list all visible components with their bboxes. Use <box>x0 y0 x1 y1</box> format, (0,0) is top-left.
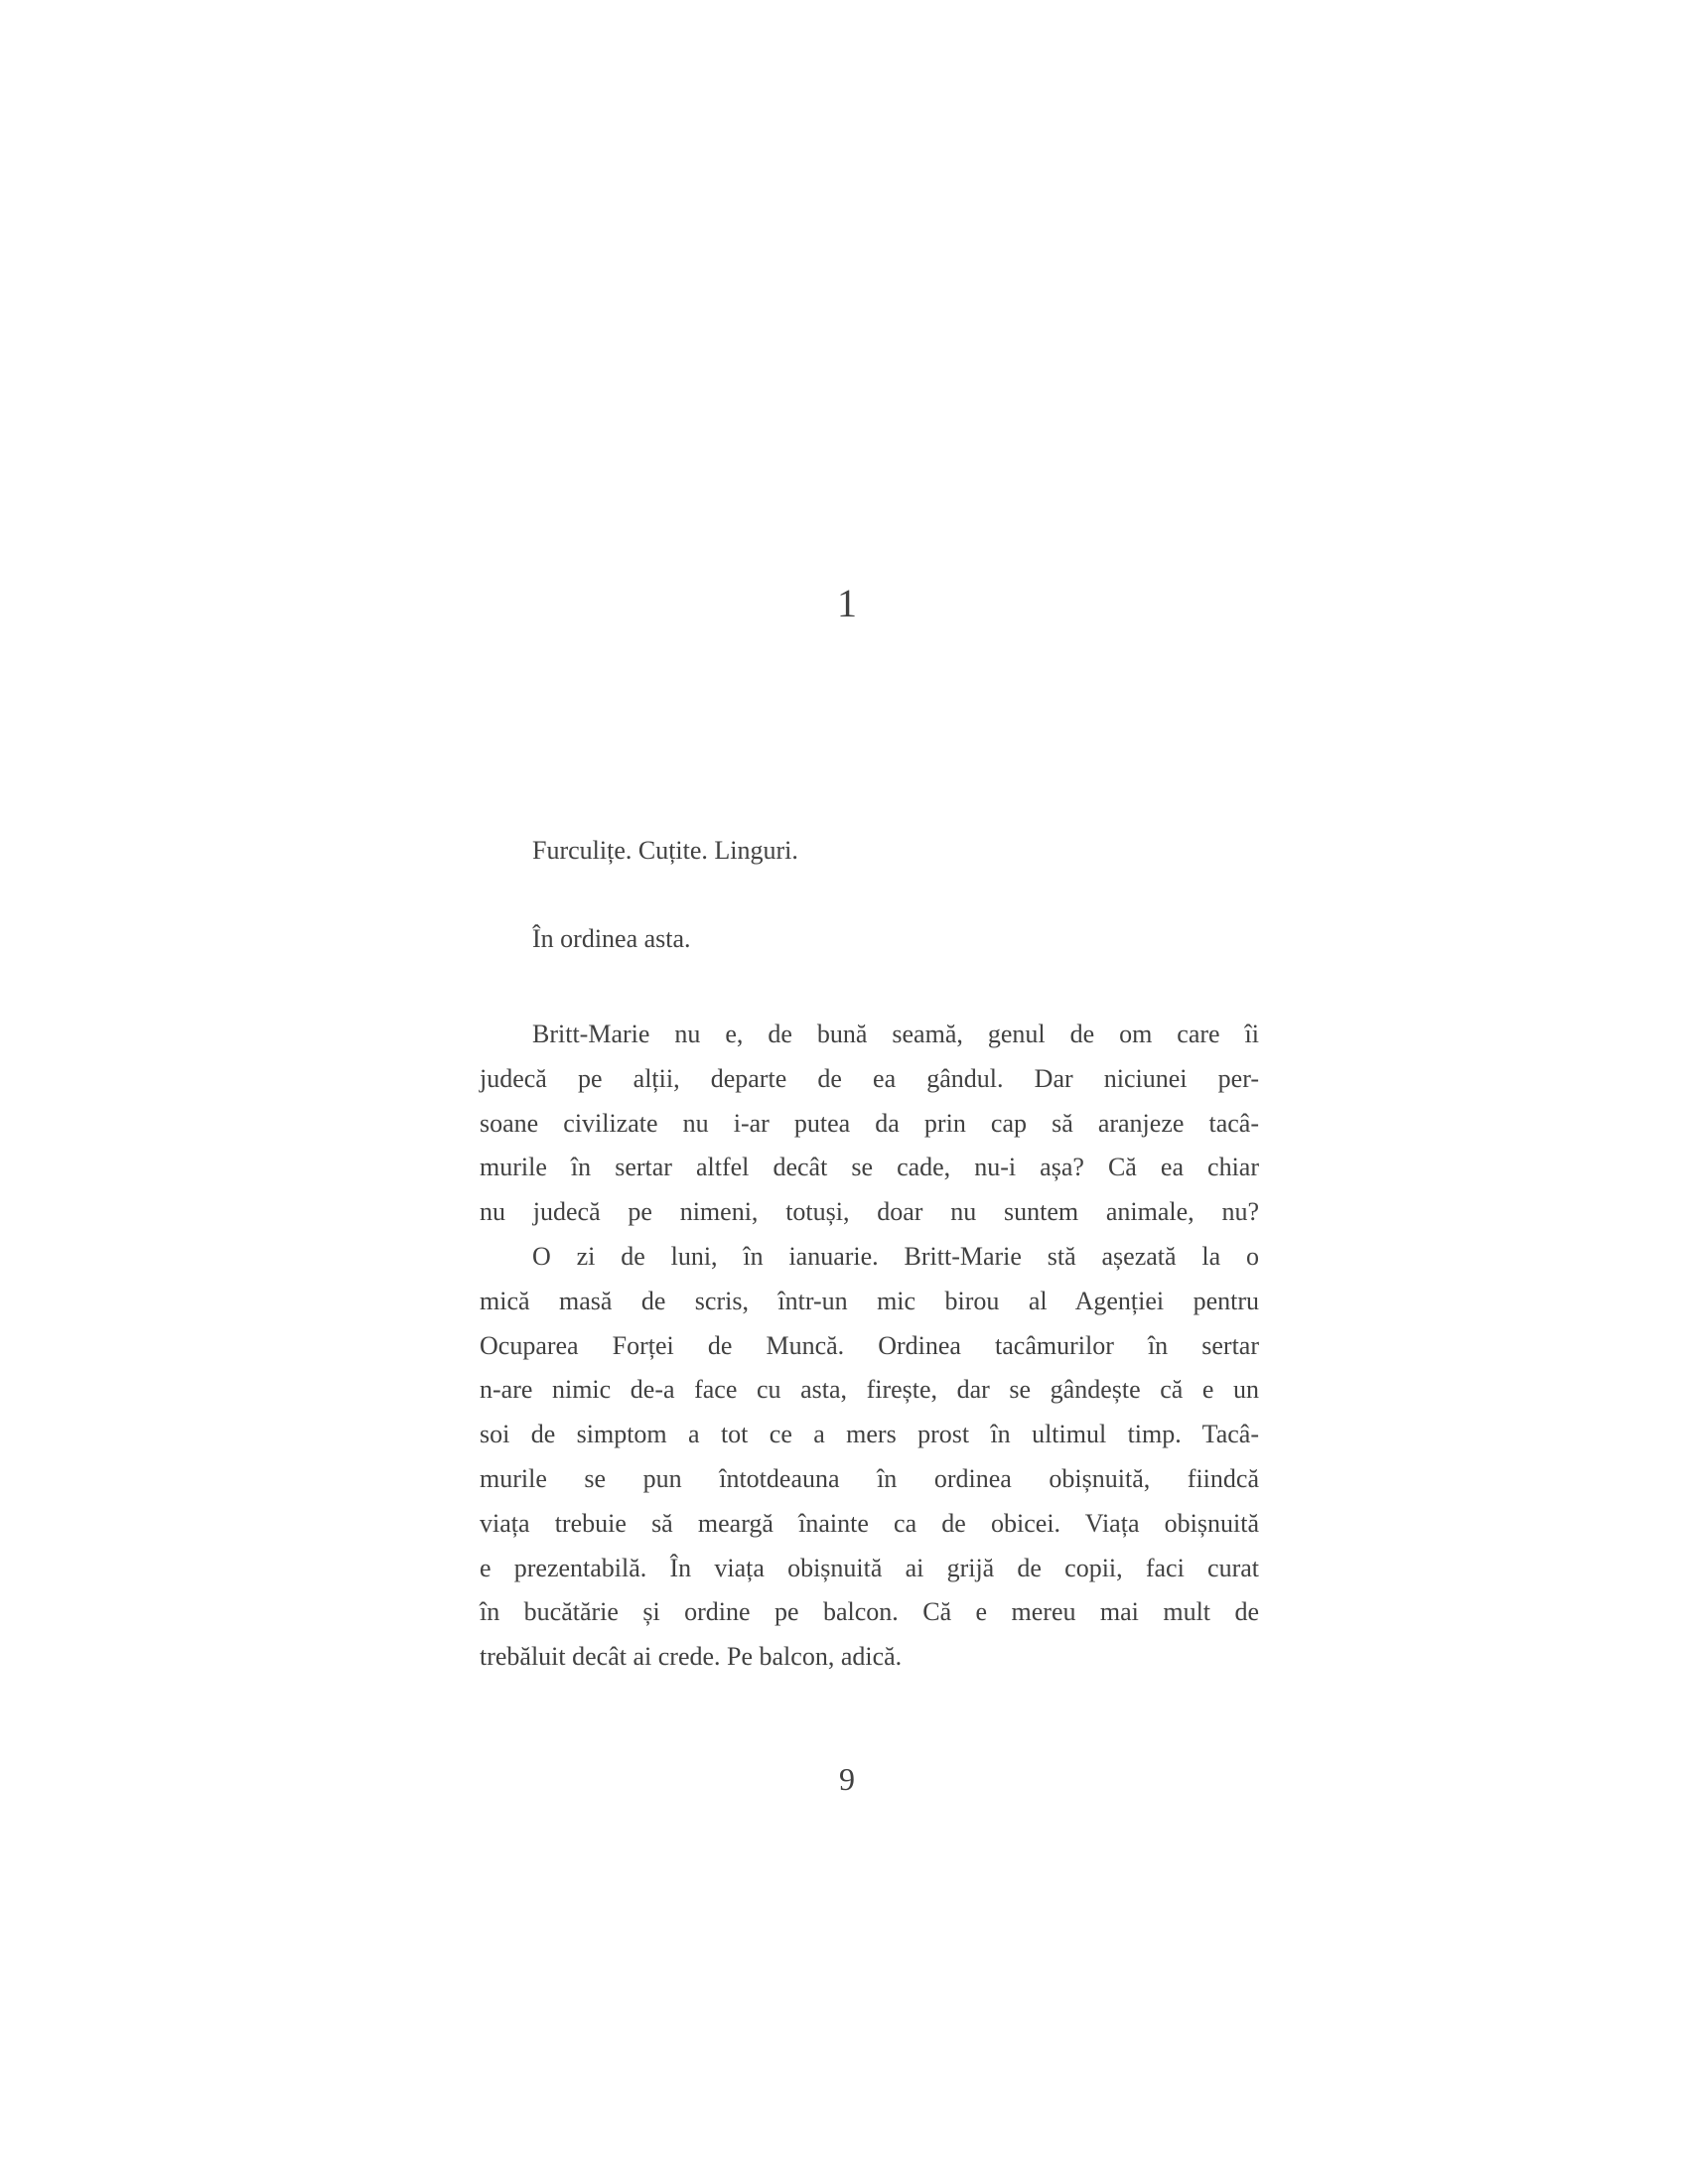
paragraph-in-that-order <box>480 917 1259 962</box>
text-line: judecă pe alții, departe de ea gândul. Dar niciunei per- <box>480 1063 1259 1093</box>
text-line: în bucătărie și ordine pe balcon. Că e mereu mai mult de <box>480 1597 1259 1627</box>
text-line: mică masă de scris, într-un mic birou al Agenției pentru <box>480 1286 1259 1315</box>
text-line: soane civilizate nu i-ar putea da prin cap să aranjeze tacâ- <box>480 1108 1259 1138</box>
text-line: Furculițe. Cuțite. Linguri. <box>532 836 798 865</box>
text-line: n-are nimic de-a face cu asta, firește, dar se gândește că e un <box>480 1375 1259 1405</box>
text-line: Ocuparea Forței de Muncă. Ordinea tacâmurilor în sertar <box>480 1330 1259 1360</box>
text-line: murile se pun întotdeauna în ordinea obișnuită, fiindcă <box>480 1463 1259 1493</box>
paragraph-forks-knives-spoons <box>480 829 1259 874</box>
text-line: soi de simptom a tot ce a mers prost în ultimul timp. Tacâ- <box>480 1420 1259 1449</box>
page-number: 9 <box>839 1761 855 1797</box>
chapter-number: 1 <box>837 581 857 625</box>
text-line: murile în sertar altfel decât se cade, nu-i așa? Că ea chiar <box>480 1153 1259 1182</box>
text-line: În ordinea asta. <box>532 924 691 953</box>
paragraph-main <box>480 1013 1259 1680</box>
text-line: viața trebuie să meargă înainte ca de obicei. Viața obișnuită <box>480 1508 1259 1538</box>
text-line: O zi de luni, în ianuarie. Britt-Marie stă așezată la o <box>532 1241 1259 1271</box>
text-line: trebăluit decât ai crede. Pe balcon, adică. <box>480 1642 903 1672</box>
text-line: e prezentabilă. În viața obișnuită ai grijă de copii, faci curat <box>480 1553 1259 1582</box>
text-line: Britt-Marie nu e, de bună seamă, genul de om care îi <box>532 1020 1259 1048</box>
text-line: nu judecă pe nimeni, totuși, doar nu suntem animale, nu? <box>480 1197 1259 1227</box>
